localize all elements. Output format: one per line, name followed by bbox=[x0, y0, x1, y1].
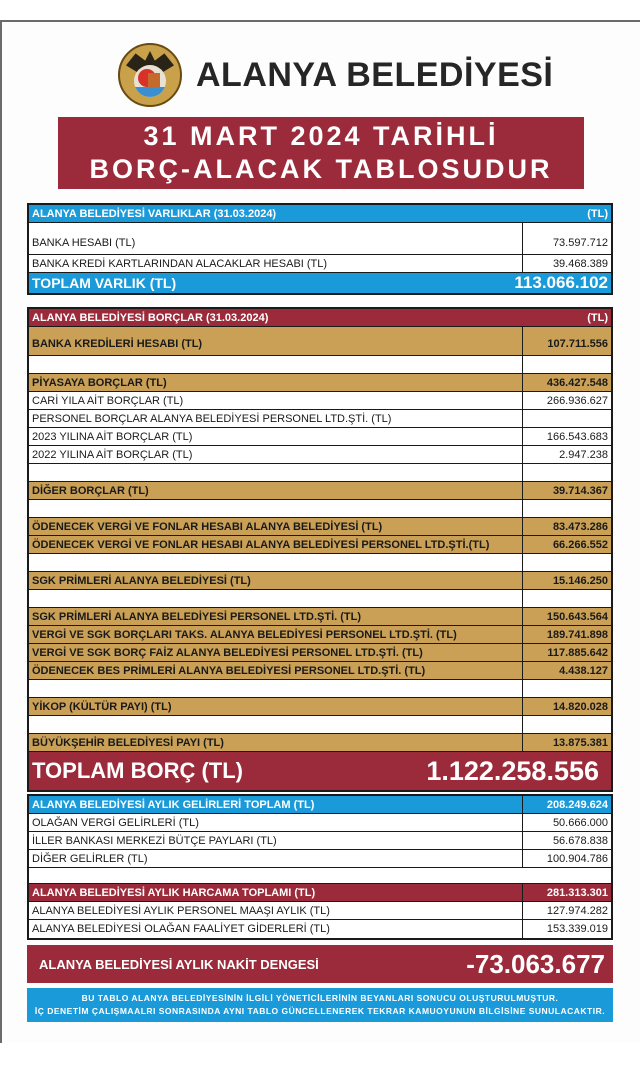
banner-line-2: BORÇ-ALACAK TABLOSUDUR bbox=[89, 154, 553, 184]
row-label bbox=[29, 716, 522, 733]
row-label: 2022 YILINA AİT BORÇLAR (TL) bbox=[32, 449, 193, 461]
row-label: VERGİ VE SGK BORÇLARI TAKS. ALANYA BELEDİYESİ PERSONEL LTD.ŞTİ. (TL) bbox=[32, 629, 457, 641]
row-label: ÖDENECEK VERGİ VE FONLAR HESABI ALANYA BELEDİYESİ (TL) bbox=[32, 521, 383, 533]
row-label: ÖDENECEK BES PRİMLERİ ALANYA BELEDİYESİ PERSONEL LTD.ŞTİ. (TL) bbox=[32, 665, 426, 677]
row-value: 66.266.552 bbox=[522, 536, 611, 553]
table-row bbox=[29, 410, 611, 428]
row-label: BANKA HESABI (TL) bbox=[32, 237, 136, 249]
row-value: 83.473.286 bbox=[522, 518, 611, 535]
row-value: 50.666.000 bbox=[522, 814, 611, 831]
table-row bbox=[29, 536, 611, 554]
table-row bbox=[29, 446, 611, 464]
row-label: SGK PRİMLERİ ALANYA BELEDİYESİ (TL) bbox=[32, 575, 251, 587]
row-label: İLLER BANKASI MERKEZİ BÜTÇE PAYLARI (TL) bbox=[32, 835, 277, 847]
row-label: BANKA KREDİ KARTLARINDAN ALACAKLAR HESABI (TL) bbox=[32, 258, 328, 270]
table-row bbox=[29, 680, 611, 698]
row-value bbox=[522, 500, 611, 517]
total-value: 1.122.258.556 bbox=[426, 756, 599, 786]
row-value: 436.427.548 bbox=[522, 374, 611, 391]
row-label bbox=[29, 554, 522, 571]
row-value: 100.904.786 bbox=[522, 850, 611, 867]
row-label: DİĞER GELİRLER (TL) bbox=[32, 853, 148, 865]
debts-header-row bbox=[29, 309, 611, 327]
row-value bbox=[522, 590, 611, 607]
footer-note bbox=[27, 988, 613, 1022]
monthly-table bbox=[27, 794, 613, 940]
row-value: 166.543.683 bbox=[522, 428, 611, 445]
income-title: ALANYA BELEDİYESİ AYLIK GELİRLERİ TOPLAM (TL) bbox=[32, 799, 315, 811]
row-value: 127.974.282 bbox=[522, 902, 611, 919]
table-row bbox=[29, 832, 611, 850]
table-row bbox=[29, 626, 611, 644]
row-value bbox=[522, 554, 611, 571]
table-row bbox=[29, 814, 611, 832]
row-label bbox=[29, 500, 522, 517]
row-value: 4.438.127 bbox=[522, 662, 611, 679]
row-value bbox=[522, 464, 611, 481]
debts-table bbox=[27, 307, 613, 792]
table-row bbox=[29, 464, 611, 482]
row-value: 266.936.627 bbox=[522, 392, 611, 409]
expense-total: 281.313.301 bbox=[522, 884, 611, 901]
row-label: PİYASAYA BORÇLAR (TL) bbox=[32, 377, 167, 389]
row-value: 39.468.389 bbox=[522, 255, 611, 272]
table-row bbox=[29, 482, 611, 500]
row-label: BANKA KREDİLERİ HESABI (TL) bbox=[32, 338, 203, 350]
table-row bbox=[29, 698, 611, 716]
row-value: 150.643.564 bbox=[522, 608, 611, 625]
row-label: SGK PRİMLERİ ALANYA BELEDİYESİ PERSONEL LTD.ŞTİ. (TL) bbox=[32, 611, 362, 623]
row-value: 117.885.642 bbox=[522, 644, 611, 661]
row-label bbox=[29, 590, 522, 607]
debts-title: ALANYA BELEDİYESİ BORÇLAR (31.03.2024) bbox=[32, 312, 269, 324]
total-label: TOPLAM BORÇ (TL) bbox=[32, 758, 244, 783]
table-row bbox=[29, 572, 611, 590]
row-value: 2.947.238 bbox=[522, 446, 611, 463]
cash-balance-label: ALANYA BELEDİYESİ AYLIK NAKİT DENGESİ bbox=[39, 956, 319, 972]
row-label: DİĞER BORÇLAR (TL) bbox=[32, 485, 149, 497]
row-value: 39.714.367 bbox=[522, 482, 611, 499]
table-row bbox=[29, 902, 611, 920]
table-row bbox=[29, 920, 611, 938]
footer-note-line-1: BU TABLO ALANYA BELEDİYESİNİN İLGİLİ YÖNETİCİLERİNİN BEYANLARI SONUCU OLUŞTURULMUŞTUR. bbox=[81, 993, 559, 1003]
row-value bbox=[522, 410, 611, 427]
row-label: ALANYA BELEDİYESİ OLAĞAN FAALİYET GİDERLERİ (TL) bbox=[32, 923, 330, 935]
row-value: 14.820.028 bbox=[522, 698, 611, 715]
row-label: OLAĞAN VERGİ GELİRLERİ (TL) bbox=[32, 817, 199, 829]
total-value: 113.066.102 bbox=[514, 273, 608, 292]
spacer-row bbox=[29, 868, 611, 884]
row-value: 107.711.556 bbox=[522, 327, 611, 355]
table-row bbox=[29, 608, 611, 626]
total-label: TOPLAM VARLIK (TL) bbox=[32, 275, 177, 291]
brand-header bbox=[118, 40, 553, 110]
row-label bbox=[29, 680, 522, 697]
row-label bbox=[29, 356, 522, 373]
banner-line-1: 31 MART 2024 TARİHLİ bbox=[143, 121, 499, 151]
row-value: 153.339.019 bbox=[522, 920, 611, 938]
row-label: ALANYA BELEDİYESİ AYLIK PERSONEL MAAŞI AYLIK (TL) bbox=[32, 905, 330, 917]
income-total-row bbox=[29, 796, 611, 814]
table-row bbox=[29, 716, 611, 734]
table-row bbox=[29, 644, 611, 662]
table-row bbox=[29, 374, 611, 392]
assets-table bbox=[27, 203, 613, 295]
cash-balance-bar bbox=[27, 945, 613, 983]
row-label: BÜYÜKŞEHİR BELEDİYESİ PAYI (TL) bbox=[32, 737, 224, 749]
table-row bbox=[29, 554, 611, 572]
table-row bbox=[29, 327, 611, 356]
row-label: CARİ YILA AİT BORÇLAR (TL) bbox=[32, 395, 184, 407]
table-row bbox=[29, 518, 611, 536]
row-value bbox=[522, 680, 611, 697]
table-row bbox=[29, 850, 611, 868]
table-row bbox=[29, 356, 611, 374]
assets-unit: (TL) bbox=[587, 208, 608, 220]
row-label bbox=[29, 464, 522, 481]
footer-note-line-2: İÇ DENETİM ÇALIŞMAALRI SONRASINDA AYNI TABLO GÜNCELLENEREK TEKRAR KAMUOYUNUN BİLGİSİNE SUNULACAKTIR. bbox=[34, 1006, 606, 1016]
assets-title: ALANYA BELEDİYESİ VARLIKLAR (31.03.2024) bbox=[32, 208, 277, 220]
table-row bbox=[29, 590, 611, 608]
debts-unit: (TL) bbox=[587, 312, 608, 324]
row-label: ÖDENECEK VERGİ VE FONLAR HESABI ALANYA BELEDİYESİ PERSONEL LTD.ŞTİ.(TL) bbox=[32, 539, 490, 551]
row-value: 56.678.838 bbox=[522, 832, 611, 849]
row-value: 13.875.381 bbox=[522, 734, 611, 751]
row-value bbox=[522, 716, 611, 733]
row-label: 2023 YILINA AİT BORÇLAR (TL) bbox=[32, 431, 193, 443]
brand-title: ALANYA BELEDİYESİ bbox=[196, 55, 554, 94]
row-label: PERSONEL BORÇLAR ALANYA BELEDİYESİ PERSONEL LTD.ŞTİ. (TL) bbox=[32, 413, 392, 425]
title-banner bbox=[58, 117, 584, 189]
cash-balance-value: -73.063.677 bbox=[466, 948, 605, 979]
assets-total-row bbox=[29, 273, 611, 293]
assets-header-row bbox=[29, 205, 611, 223]
table-row bbox=[29, 662, 611, 680]
row-value bbox=[522, 356, 611, 373]
income-total: 208.249.624 bbox=[522, 796, 611, 813]
table-row bbox=[29, 255, 611, 273]
row-value: 15.146.250 bbox=[522, 572, 611, 589]
debts-total-row bbox=[29, 752, 611, 790]
row-label: YİKOP (KÜLTÜR PAYI) (TL) bbox=[32, 701, 172, 713]
table-row bbox=[29, 392, 611, 410]
expense-title: ALANYA BELEDİYESİ AYLIK HARCAMA TOPLAMI (TL) bbox=[32, 887, 316, 899]
row-value: 189.741.898 bbox=[522, 626, 611, 643]
row-value: 73.597.712 bbox=[522, 223, 611, 254]
alanya-emblem-icon bbox=[118, 43, 182, 107]
expense-total-row bbox=[29, 884, 611, 902]
table-row bbox=[29, 500, 611, 518]
row-label: VERGİ VE SGK BORÇ FAİZ ALANYA BELEDİYESİ PERSONEL LTD.ŞTİ. (TL) bbox=[32, 647, 423, 659]
table-row bbox=[29, 223, 611, 255]
table-row bbox=[29, 734, 611, 752]
table-row bbox=[29, 428, 611, 446]
